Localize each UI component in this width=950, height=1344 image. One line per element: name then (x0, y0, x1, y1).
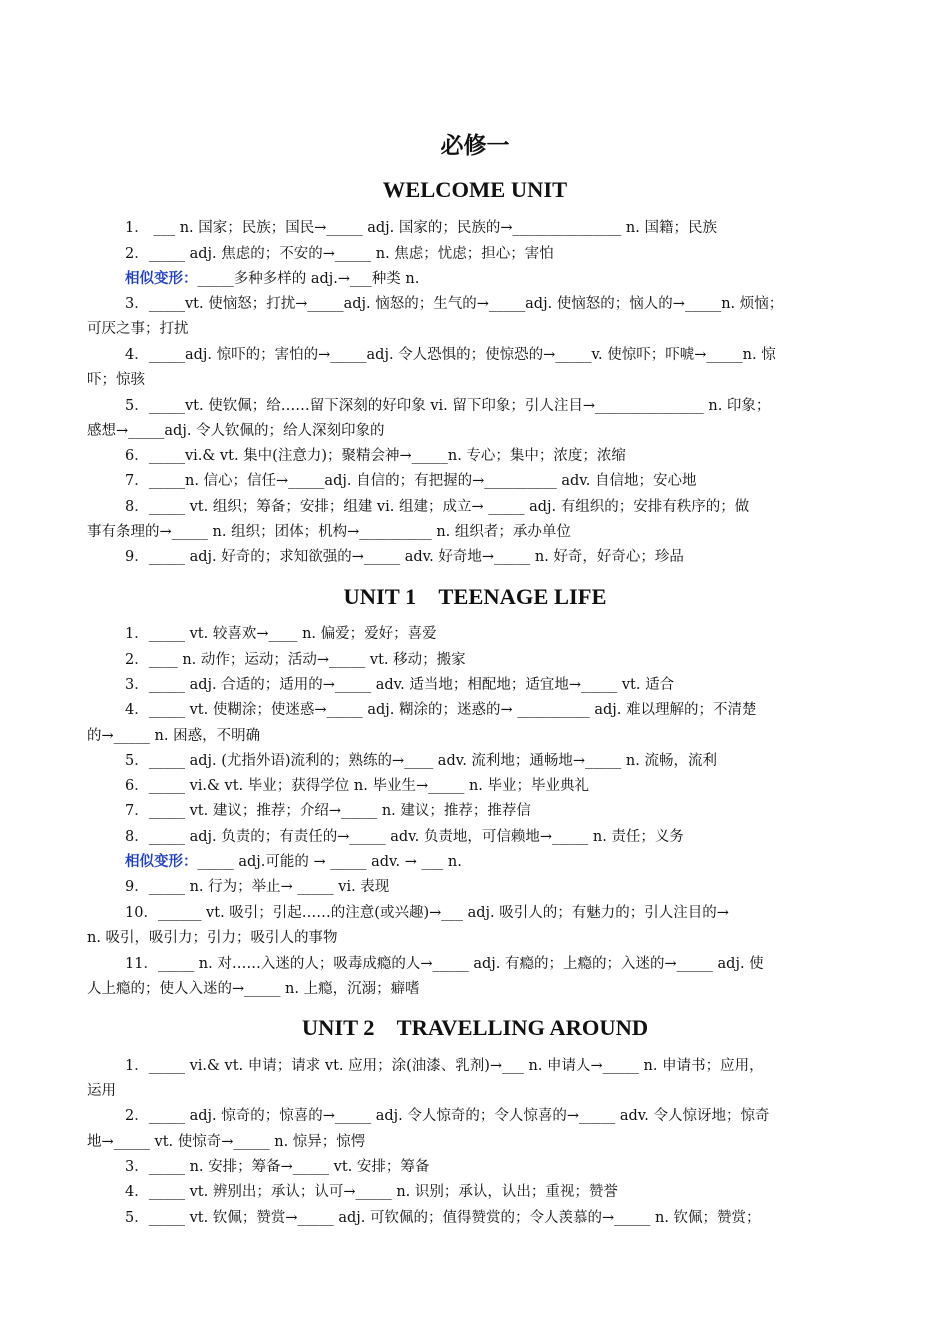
variant-text: _____ adj.可能的 → _____ adv. → ___ n. (197, 854, 462, 870)
vocab-line-cont: 的→_____ n. 困惑，不明确 (87, 728, 261, 744)
vocab-line: 10．______ vt. 吸引；引起……的注意(或兴趣)→___ adj. 吸引人的；有魅力的；引人注目的→ (125, 905, 729, 921)
vocab-line: 9．_____ adj. 好奇的；求知欲强的→_____ adv. 好奇地→_____ n. 好奇，好奇心；珍品 (125, 549, 684, 565)
vocab-line-cont: 感想→_____adj. 令人钦佩的；给人深刻印象的 (87, 423, 385, 439)
vocab-line: 3．_____vt. 使恼怒；打扰→_____adj. 恼怒的；生气的→_____adj. 使恼怒的；恼人的→_____n. 烦恼； (125, 296, 784, 312)
vocab-line: 5．_____ adj. (尤指外语)流利的；熟练的→____ adv. 流利地；通畅地→_____ n. 流畅，流利 (125, 753, 717, 769)
unit-heading: UNIT 2 TRAVELLING AROUND (301, 1015, 649, 1040)
vocab-line: 3．_____ adj. 合适的；适用的→_____ adv. 适当地；相配地；适宜地→_____ vt. 适合 (125, 677, 675, 693)
variant-line (125, 269, 877, 289)
vocab-line: 4．_____ vt. 使糊涂；使迷惑→_____ adj. 糊涂的；迷惑的→ __________ adj. 难以理解的；不清楚 (125, 702, 757, 718)
vocab-line-cont: 吓；惊骇 (87, 372, 145, 388)
variant-text: _____多种多样的 adj.→___种类 n. (197, 271, 420, 287)
vocab-line: 11．_____ n. 对……入迷的人；吸毒成瘾的人→_____ adj. 有瘾的；上瘾的；入迷的→_____ adj. 使 (125, 956, 764, 972)
vocab-line: 6．_____vi.& vt. 集中(注意力)；聚精会神→_____n. 专心；集中；浓度；浓缩 (125, 448, 626, 464)
variant-line (125, 852, 877, 872)
vocab-line: 8．_____ vt. 组织；筹备；安排；组建 vi. 组建；成立→ _____ adj. 有组织的；安排有秩序的；做 (125, 499, 750, 515)
vocab-line: 4．_____adj. 惊吓的；害怕的→_____adj. 令人恐惧的；使惊恐的→_____v. 使惊吓；吓唬→_____n. 惊 (125, 347, 776, 363)
vocab-line: 6．_____ vi.& vt. 毕业；获得学位 n. 毕业生→_____ n. 毕业；毕业典礼 (125, 778, 590, 794)
vocab-line-cont: 运用 (87, 1083, 116, 1099)
vocab-line: 5．_____vt. 使钦佩；给……留下深刻的好印象 vi. 留下印象；引人注目→_______________ n. 印象； (125, 398, 771, 414)
unit-heading: UNIT 1 TEENAGE LIFE (343, 584, 607, 609)
vocab-line: 7．_____n. 信心；信任→_____adj. 自信的；有把握的→__________ adv. 自信地；安心地 (125, 473, 697, 489)
vocab-line: 3．_____ n. 安排；筹备→_____ vt. 安排；筹备 (125, 1159, 430, 1175)
vocab-line: 1．_____ vt. 较喜欢→____ n. 偏爱；爱好；喜爱 (125, 626, 437, 642)
vocab-line-cont: 可厌之事；打扰 (87, 321, 189, 337)
vocab-line: 2．____ n. 动作；运动；活动→_____ vt. 移动；搬家 (125, 652, 466, 668)
vocab-line-cont: 地→_____ vt. 使惊奇→_____ n. 惊异；惊愕 (87, 1134, 366, 1150)
vocab-line: 2．_____ adj. 惊奇的；惊喜的→_____ adj. 令人惊奇的；令人惊喜的→_____ adv. 令人惊讶地；惊奇 (125, 1108, 770, 1124)
vocab-line: 1．_____ vi.& vt. 申请；请求 vt. 应用；涂(油漆、乳剂)→___ n. 申请人→_____ n. 申请书；应用， (125, 1058, 764, 1074)
vocab-line: 2．_____ adj. 焦虑的；不安的→_____ n. 焦虑；忧虑；担心；害怕 (125, 246, 554, 262)
unit-heading: WELCOME UNIT (382, 177, 568, 202)
variant-label: 相似变形： (125, 853, 198, 870)
vocab-line: 5．_____ vt. 钦佩；赞赏→_____ adj. 可钦佩的；值得赞赏的；令人羡慕的→_____ n. 钦佩；赞赏； (125, 1210, 761, 1226)
vocab-line-cont: n. 吸引，吸引力；引力；吸引人的事物 (87, 930, 338, 946)
page-title: 必修一 (440, 132, 510, 159)
vocab-line: 9．_____ n. 行为；举止→ _____ vi. 表现 (125, 879, 390, 895)
vocab-line-cont: 事有条理的→_____ n. 组织；团体；机构→__________ n. 组织者；承办单位 (87, 524, 571, 540)
vocab-line: 4．_____ vt. 辨别出；承认；认可→_____ n. 识别；承认，认出；重视；赞誉 (125, 1184, 618, 1200)
vocab-line: 8．_____ adj. 负责的；有责任的→_____ adv. 负责地，可信赖地→_____ n. 责任；义务 (125, 829, 684, 845)
vocab-line-cont: 人上瘾的；使人入迷的→_____ n. 上瘾，沉溺；癖嗜 (87, 981, 420, 997)
vocab-line: 7．_____ vt. 建议；推荐；介绍→_____ n. 建议；推荐；推荐信 (125, 803, 531, 819)
variant-label: 相似变形： (125, 270, 198, 287)
vocab-line: 1． ___ n. 国家；民族；国民→_____ adj. 国家的；民族的→_______________ n. 国籍；民族 (125, 220, 717, 236)
